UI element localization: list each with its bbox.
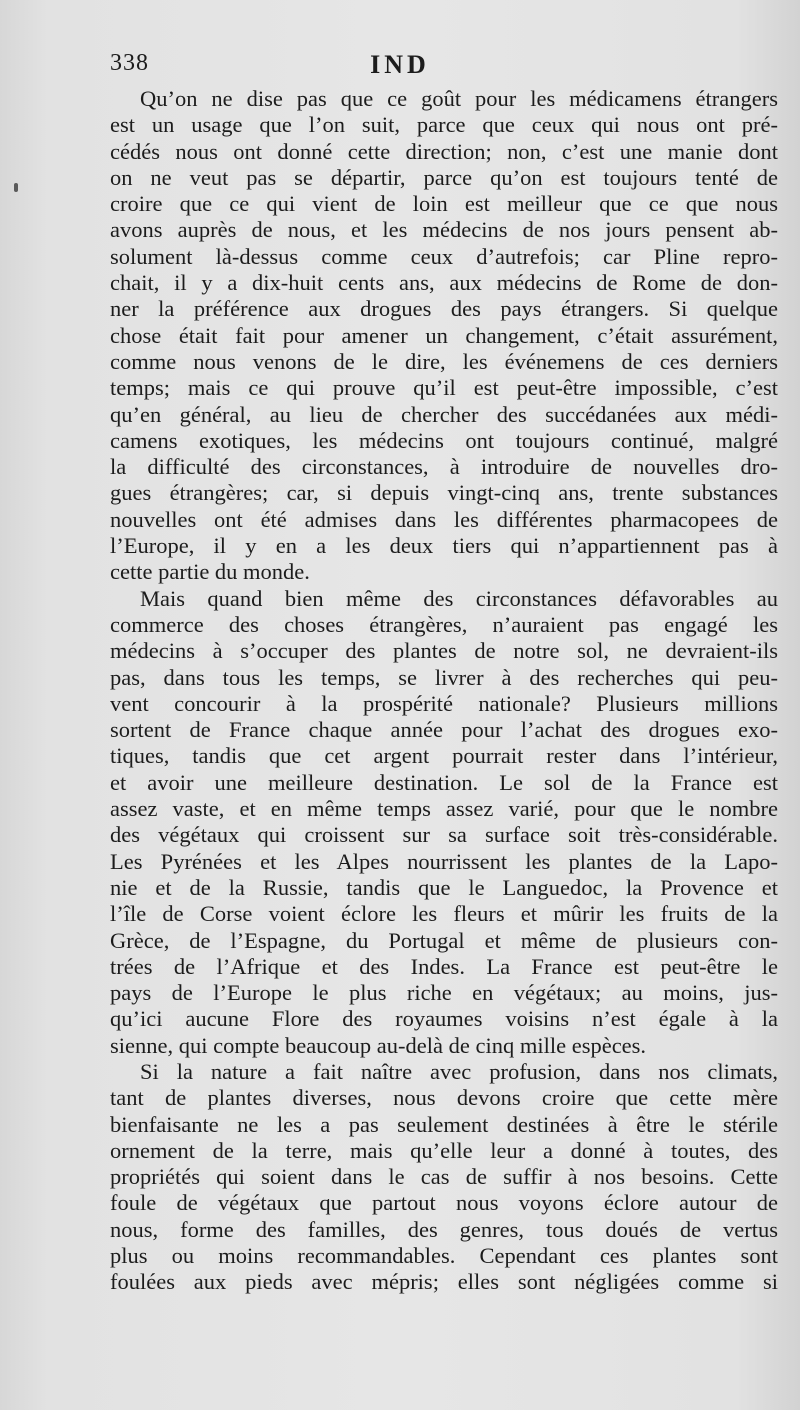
text-line: Grèce, de l’Espagne, du Portugal et même de plusieurs con-: [110, 927, 778, 953]
text-line: assez vaste, et en même temps assez varié, pour que le nombre: [110, 796, 778, 822]
text-line: on ne veut pas se départir, parce qu’on est toujours tenté de: [110, 164, 778, 190]
text-line: l’Europe, il y en a les deux tiers qui n’appartiennent pas à: [110, 533, 778, 559]
running-title: [0, 50, 800, 80]
text-line: ornement de la terre, mais qu’elle leur a donné à toutes, des: [110, 1137, 778, 1163]
text-line: nous, forme des familles, des genres, tous doués de vertus: [110, 1216, 778, 1242]
running-title-text: IND: [370, 50, 430, 79]
text-line: sienne, qui compte beaucoup au-delà de cinq mille espèces.: [110, 1032, 647, 1058]
text-line: foulées aux pieds avec mépris; elles sont négligées comme si: [110, 1269, 778, 1295]
text-line: trées de l’Afrique et des Indes. La France est peut-être le: [110, 953, 778, 979]
text-line: ner la préférence aux drogues des pays étrangers. Si quelque: [110, 296, 778, 322]
text-line: pays de l’Europe le plus riche en végétaux; au moins, jus-: [110, 980, 778, 1006]
margin-ink-mark: [14, 183, 18, 192]
text-line: chait, il y a dix-huit cents ans, aux médecins de Rome de don-: [110, 270, 778, 296]
text-line: camens exotiques, les médecins ont toujours continué, malgré: [110, 427, 778, 453]
text-line: chose était fait pour amener un changement, c’était assurément,: [110, 322, 778, 348]
text-line: propriétés qui soient dans le cas de suffir à nos besoins. Cette: [110, 1164, 778, 1190]
text-line: tant de plantes diverses, nous devons croire que cette mère: [110, 1085, 778, 1111]
text-line: vent concourir à la prospérité nationale? Plusieurs millions: [110, 690, 778, 716]
text-line: nie et de la Russie, tandis que le Languedoc, la Provence et: [110, 874, 778, 900]
text-line: comme nous venons de le dire, les événemens de ces derniers: [110, 348, 778, 374]
text-line: médecins à s’occuper des plantes de notre sol, ne devraient-ils: [110, 638, 778, 664]
text-line: bienfaisante ne les a pas seulement destinées à être le stérile: [110, 1111, 778, 1137]
text-line: foule de végétaux que partout nous voyons éclore autour de: [110, 1190, 778, 1216]
text-line: qu’ici aucune Flore des royaumes voisins n’est égale à la: [110, 1006, 778, 1032]
text-line: Qu’on ne dise pas que ce goût pour les médicamens étrangers: [140, 86, 778, 111]
text-line: la difficulté des circonstances, à introduire de nouvelles dro-: [110, 454, 778, 480]
text-line: est un usage que l’on suit, parce que ceux qui nous ont pré-: [110, 112, 778, 138]
text-line: gues étrangères; car, si depuis vingt-cinq ans, trente substances: [110, 480, 778, 506]
page-number: 338: [110, 50, 149, 76]
text-line: l’île de Corse voient éclore les fleurs et mûrir les fruits de la: [110, 901, 778, 927]
text-line: pas, dans tous les temps, se livrer à des recherches qui peu-: [110, 664, 778, 690]
text-line: des végétaux qui croissent sur sa surface soit très-considérable.: [110, 822, 778, 848]
text-line: avons auprès de nous, et les médecins de nos jours pensent ab-: [110, 217, 778, 243]
text-line: tiques, tandis que cet argent pourrait rester dans l’intérieur,: [110, 743, 778, 769]
text-line: cédés nous ont donné cette direction; non, c’est une manie dont: [110, 138, 778, 164]
text-line: Si la nature a fait naître avec profusion, dans nos climats,: [140, 1058, 778, 1084]
text-line: nouvelles ont été admises dans les différentes pharmacopees de: [110, 506, 778, 532]
text-line: commerce des choses étrangères, n’auraient pas engagé les: [110, 611, 778, 637]
text-line: plus ou moins recommandables. Cependant ces plantes sont: [110, 1243, 778, 1269]
text-line: temps; mais ce qui prouve qu’il est peut-être impossible, c’est: [110, 375, 778, 401]
text-line: croire que ce qui vient de loin est meilleur que ce que nous: [110, 191, 778, 217]
body-text: [110, 86, 778, 1296]
text-line: Les Pyrénées et les Alpes nourrissent les plantes de la Lapo-: [110, 848, 778, 874]
text-line: sortent de France chaque année pour l’achat des drogues exo-: [110, 717, 778, 743]
text-line: et avoir une meilleure destination. Le sol de la France est: [110, 769, 778, 795]
text-line: Mais quand bien même des circonstances défavorables au: [140, 585, 778, 611]
text-line: solument là-dessus comme ceux d’autrefois; car Pline repro-: [110, 243, 778, 269]
text-line: cette partie du monde.: [110, 559, 310, 585]
text-line: qu’en général, au lieu de chercher des succédanées aux médi-: [110, 401, 778, 427]
